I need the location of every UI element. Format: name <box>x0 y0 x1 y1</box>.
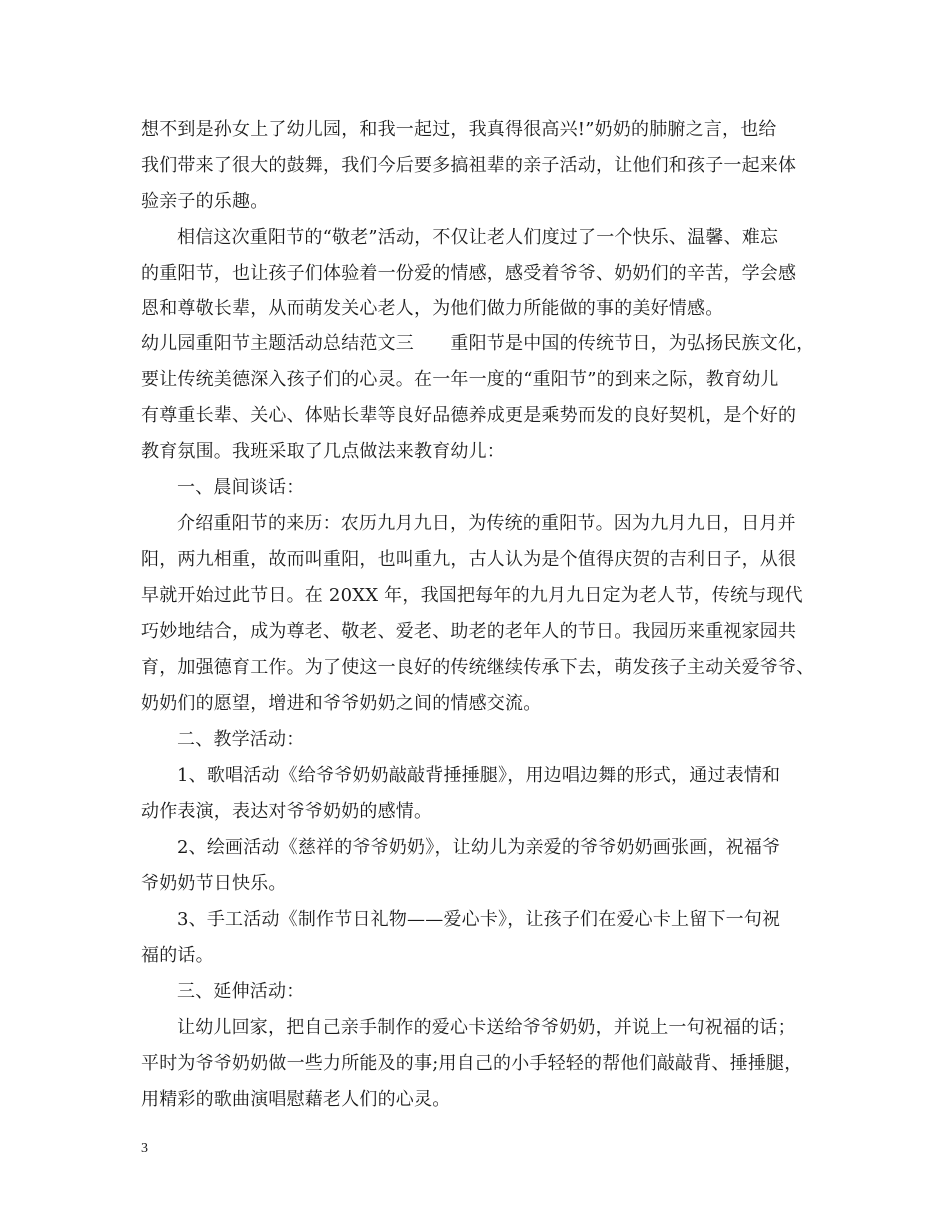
subheading-teaching-activities: 二、教学活动： <box>177 729 305 750</box>
body-text-line: 用精彩的歌曲演唱慰藉老人们的心灵。 <box>141 1089 451 1110</box>
body-text-line: 有尊重长辈、关心、体贴长辈等良好品德养成更是乘势而发的良好契机，是个好的 <box>141 405 797 426</box>
paragraph-start-line: 让幼儿回家，把自己亲手制作的爱心卡送给爷爷奶奶，并说上一句祝福的话； <box>177 1017 796 1038</box>
body-text-line: 奶奶们的愿望，增进和爷爷奶奶之间的情感交流。 <box>141 693 542 714</box>
body-text-line: 平时为爷爷奶奶做一些力所能及的事;用自己的小手轻轻的帮他们敲敲背、捶捶腿， <box>141 1053 803 1074</box>
body-text-line: 育，加强德育工作。为了使这一良好的传统继续传承下去，萌发孩子主动关爱爷爷、 <box>141 657 815 678</box>
list-item-line: 1、歌唱活动《给爷爷奶奶敲敲背捶捶腿》，用边唱边舞的形式，通过表情和 <box>177 765 781 786</box>
body-text-line: 巧妙地结合，成为尊老、敬老、爱老、助老的老年人的节日。我园历来重视家园共 <box>141 621 797 642</box>
body-text-line: 的重阳节，也让孩子们体验着一份爱的情感，感受着爷爷、奶奶们的辛苦，学会感 <box>141 263 797 284</box>
body-text-line: 阳，两九相重，故而叫重阳，也叫重九，古人认为是个值得庆贺的吉利日子，从很 <box>141 549 797 570</box>
body-text-line: 教育氛围。我班采取了几点做法来教育幼儿： <box>141 441 505 462</box>
paragraph-start-line: 相信这次重阳节的“敬老”活动，不仅让老人们度过了一个快乐、温馨、难忘 <box>177 227 779 248</box>
body-text-line: 我们带来了很大的鼓舞，我们今后要多搞祖辈的亲子活动，让他们和孩子一起来体 <box>141 155 797 176</box>
body-text-line: 福的话。 <box>141 945 214 966</box>
body-text-line: 爷奶奶节日快乐。 <box>141 873 287 894</box>
body-text-line: 早就开始过此节日。在 20XX 年，我国把每年的九月九日定为老人节，传统与现代 <box>141 585 803 606</box>
list-item-line: 3、手工活动《制作节日礼物——爱心卡》，让孩子们在爱心卡上留下一句祝 <box>177 909 781 930</box>
paragraph-start-line: 介绍重阳节的来历：农历九月九日，为传统的重阳节。因为九月九日，日月并 <box>177 513 796 534</box>
list-item-line: 2、绘画活动《慈祥的爷爷奶奶》，让幼儿为亲爱的爷爷奶奶画张画，祝福爷 <box>177 837 781 858</box>
subheading-extension-activities: 三、延伸活动： <box>177 981 305 1002</box>
body-text-line: 要让传统美德深入孩子们的心灵。在一年一度的“重阳节”的到来之际，教育幼儿 <box>141 369 779 390</box>
section-title-line: 幼儿园重阳节主题活动总结范文三 重阳节是中国的传统节日，为弘扬民族文化， <box>141 333 815 354</box>
subheading-morning-talk: 一、晨间谈话： <box>177 477 305 498</box>
body-text-line: 验亲子的乐趣。 <box>141 191 269 212</box>
body-text-line: 想不到是孙女上了幼儿园，和我一起过，我真得很高兴!”奶奶的肺腑之言，也给 <box>141 119 777 140</box>
body-text-line: 恩和尊敬长辈，从而萌发关心老人，为他们做力所能做的事的美好情感。 <box>141 298 724 319</box>
page-number: 3 <box>141 1141 148 1156</box>
body-text-line: 动作表演，表达对爷爷奶奶的感情。 <box>141 801 433 822</box>
